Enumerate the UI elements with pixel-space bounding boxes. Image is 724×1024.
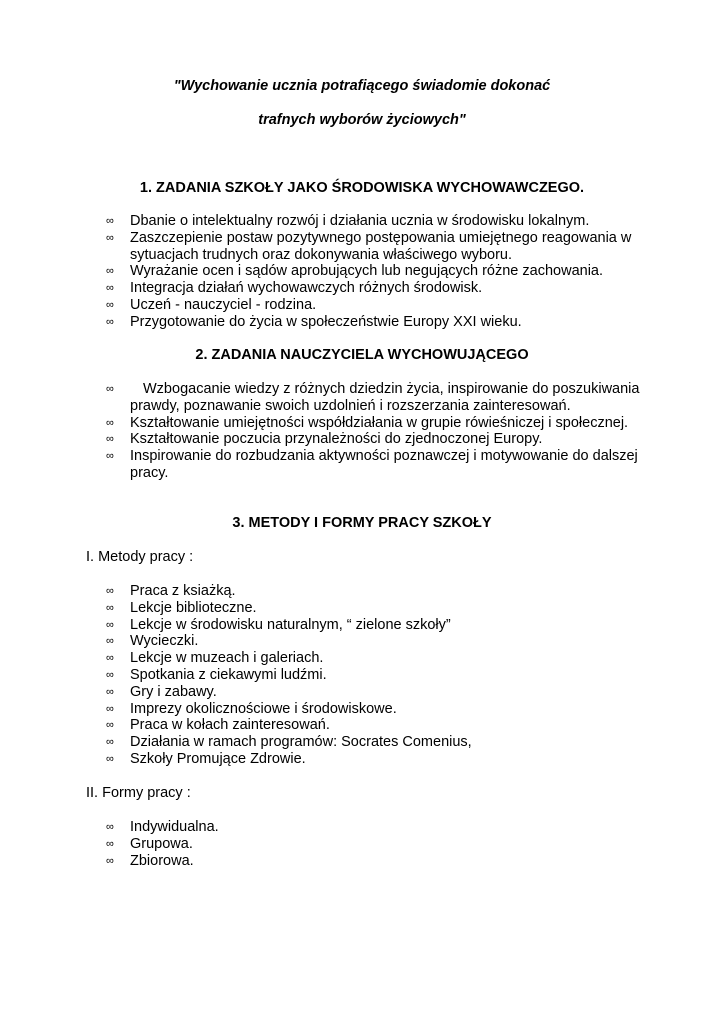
list-item: ∞ Uczeń - nauczyciel - rodzina. <box>106 296 317 313</box>
list-item: ∞ Zbiorowa. <box>106 852 194 869</box>
list-item: ∞ Zaszczepienie postaw pozytywnego postępowania umiejętnego reagowania w sytuacjach trudnych oraz dokonywania właściwego wyboru. <box>106 229 632 263</box>
bullet-icon: ∞ <box>106 315 114 328</box>
list-item: ∞ Lekcje w muzeach i galeriach. <box>106 650 324 667</box>
bullet-icon: ∞ <box>106 635 114 648</box>
bullet-icon: ∞ <box>106 719 114 732</box>
list-item: ∞ Wycieczki. <box>106 633 199 650</box>
list-item: ∞ Kształtowanie umiejętności współdziałania w grupie rówieśniczej i społecznej. <box>106 414 629 431</box>
forms-list <box>0 819 650 869</box>
list-item: ∞ Kształtowanie poczucia przynależności do zjednoczonej Europy. <box>106 431 543 448</box>
bullet-icon: ∞ <box>106 433 114 446</box>
document-title-line-1: "Wychowanie ucznia potrafiącego świadomie dokonać <box>173 78 551 94</box>
list-item: ∞ Przygotowanie do życia w społeczeństwie Europy XXI wieku. <box>106 313 522 330</box>
section-1-list <box>0 213 650 331</box>
bullet-icon: ∞ <box>106 668 114 681</box>
bullet-icon: ∞ <box>106 752 114 765</box>
list-item: ∞ Spotkania z ciekawymi ludźmi. <box>106 666 327 683</box>
bullet-icon: ∞ <box>106 265 114 278</box>
section-2-list <box>0 381 650 482</box>
list-item: ∞ Praca z ksiażką. <box>106 583 236 599</box>
list-item: ∞ Grupowa. <box>106 835 193 852</box>
bullet-icon: ∞ <box>106 231 114 244</box>
bullet-icon: ∞ <box>106 450 114 463</box>
list-item: ∞ Indywidualna. <box>106 819 219 835</box>
list-item: ∞ Wzbogacanie wiedzy z różnych dziedzin życia, inspirowanie do poszukiwania prawdy, poznawanie swoich uzdolnień i rozszerzania zainteresowań. <box>106 381 640 414</box>
section-1-heading: 1. ZADANIA SZKOŁY JAKO ŚRODOWISKA WYCHOWAWCZEGO. <box>139 180 585 196</box>
list-item: ∞ Integracja działań wychowawczych różnych środowisk. <box>106 280 483 297</box>
document-title-line-2: trafnych wyborów życiowych" <box>258 112 466 128</box>
list-item: ∞ Dbanie o intelektualny rozwój i działania ucznia w środowisku lokalnym. <box>106 213 590 229</box>
methods-list <box>0 583 650 768</box>
list-item: ∞ Wyrażanie ocen i sądów aprobujących lub negujących różne zachowania. <box>106 263 604 280</box>
bullet-icon: ∞ <box>106 618 114 631</box>
bullet-icon: ∞ <box>106 652 114 665</box>
list-item: ∞ Lekcje biblioteczne. <box>106 599 257 616</box>
bullet-icon: ∞ <box>106 298 114 311</box>
bullet-icon: ∞ <box>106 383 114 395</box>
bullet-icon: ∞ <box>106 215 114 227</box>
list-item: ∞ Inspirowanie do rozbudzania aktywności poznawczej i motywowanie do dalszej pracy. <box>106 448 638 481</box>
bullet-icon: ∞ <box>106 601 114 614</box>
bullet-icon: ∞ <box>106 585 114 597</box>
list-item: ∞ Szkoły Promujące Zdrowie. <box>106 750 306 767</box>
methods-label: I. Metody pracy : <box>86 549 194 565</box>
bullet-icon: ∞ <box>106 282 114 295</box>
bullet-icon: ∞ <box>106 821 114 833</box>
bullet-icon: ∞ <box>106 685 114 698</box>
bullet-icon: ∞ <box>106 702 114 715</box>
section-3-heading: 3. METODY I FORMY PRACY SZKOŁY <box>232 515 492 531</box>
list-item: ∞ Gry i zabawy. <box>106 683 217 700</box>
list-item: ∞ Praca w kołach zainteresowań. <box>106 717 330 734</box>
bullet-icon: ∞ <box>106 837 114 850</box>
bullet-icon: ∞ <box>106 854 114 867</box>
forms-label: II. Formy pracy : <box>86 785 191 801</box>
list-item: ∞ Lekcje w środowisku naturalnym, “ zielone szkoły” <box>106 616 451 633</box>
list-item: ∞ Imprezy okolicznościowe i środowiskowe. <box>106 700 397 717</box>
bullet-icon: ∞ <box>106 416 114 429</box>
bullet-icon: ∞ <box>106 736 114 749</box>
list-item: ∞ Działania w ramach programów: Socrates Comenius, <box>106 734 472 751</box>
section-2-heading: 2. ZADANIA NAUCZYCIELA WYCHOWUJĄCEGO <box>195 347 529 363</box>
